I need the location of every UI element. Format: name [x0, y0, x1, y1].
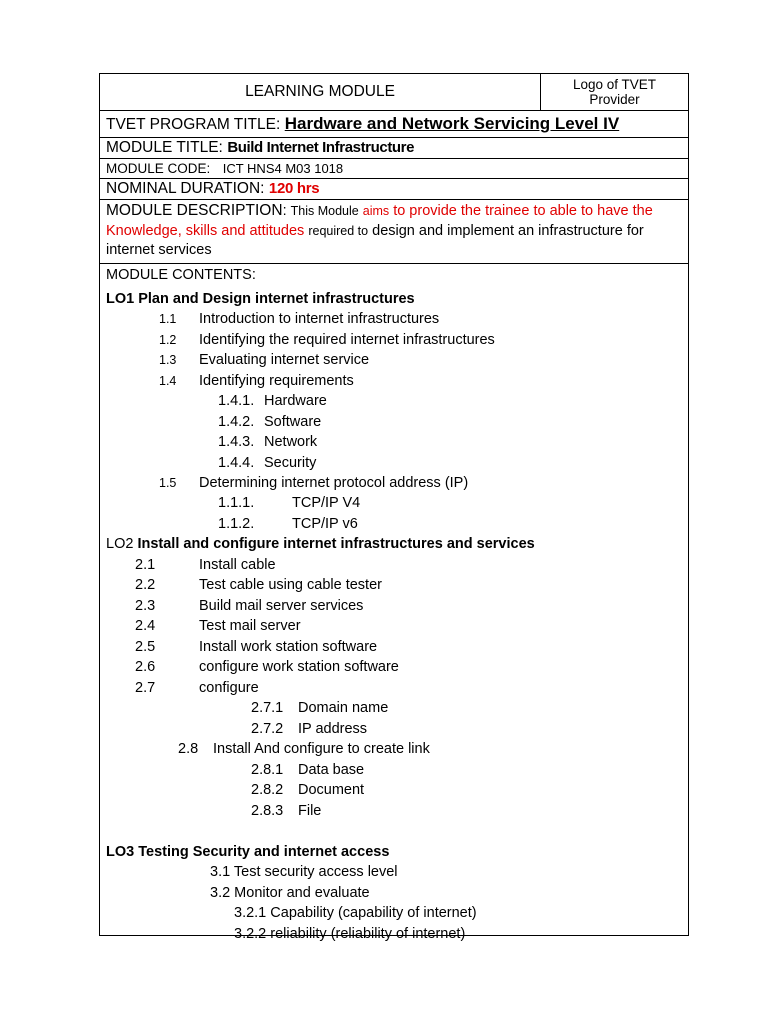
description-label: MODULE DESCRIPTION — [106, 202, 283, 219]
contents-label: MODULE CONTENTS: — [106, 266, 256, 283]
program-title-row — [100, 111, 689, 138]
module-title-label: MODULE TITLE: — [106, 139, 223, 156]
duration-value: 120 hrs — [268, 180, 320, 197]
description-part-3: to provide the trainee to able to have the Knowledge, skills and attitudes — [106, 203, 653, 239]
duration-row — [100, 179, 689, 200]
description-part-4: required to — [308, 223, 369, 238]
program-title-value: Hardware and Network Servicing Level IV — [284, 114, 620, 133]
module-code-value: ICT HNS4 M03 1018 — [222, 160, 344, 176]
description-part-2: aims — [362, 204, 390, 218]
lo2-title — [106, 535, 535, 553]
lo3-item-3-2: 3.2 Monitor and evaluate — [210, 884, 370, 901]
lo2-prefix: LO2 — [106, 535, 134, 552]
lo1-title: LO1 Plan and Design internet infrastructures — [106, 290, 415, 307]
duration-label: NOMINAL DURATION: — [106, 180, 265, 197]
module-code-row — [100, 159, 689, 179]
lo3-item-3-2-1: 3.2.1 Capability (capability of internet) — [234, 904, 477, 921]
module-description — [100, 200, 689, 264]
lo2-title-text: Install and configure internet infrastructures and services — [137, 535, 535, 552]
logo-placeholder: Logo of TVET Provider — [541, 74, 689, 111]
module-table — [99, 73, 689, 942]
lo3-item-3-1: 3.1 Test security access level — [210, 863, 398, 880]
module-title-row — [100, 138, 689, 159]
module-title-value: Build Internet Infrastructure — [227, 139, 415, 156]
header-title: LEARNING MODULE — [100, 74, 541, 111]
lo3-item-3-2-2: 3.2.2 reliability (reliability of internet) — [234, 925, 466, 942]
module-code-label: MODULE CODE: — [106, 160, 211, 176]
lo3-title: LO3 Testing Security and internet access — [106, 843, 390, 860]
program-title-label: TVET PROGRAM TITLE: — [106, 116, 281, 133]
description-part-5: design and implement an infrastructure for internet services — [106, 222, 644, 258]
description-part-1: This Module — [290, 204, 359, 218]
description-colon: : — [282, 203, 287, 219]
module-contents: MODULE CONTENTS: LO1 Plan and Design internet infrastructures 1.1 Introduction to internet infrastructures 1.2 Identifying the required internet infrastructures 1.3 Evaluating internet service 1.4 Identifying requirements 1.4.1. Hardware 1.4.2. Software 1.4.3. Network 1.4.4. Security 1.5 Determining internet protocol address (IP) 1.1.1. TCP/IP V4 1.1.2. TCP/IP v6 LO2 Install and configure internet infrastructures and services 2.1 Install cable 2.2 Test cable using cable tester 2.3 Build mail server services 2.4 Test mail server 2.5 Install work station software 2.6 configure work station software 2.7 configure 2.7.1 Domain name 2.7.2 IP address 2.8 Install And configure to create link 2.8.1 Data base 2.8.2 Document 2.8.3 File LO3 Testing Security and internet access 3.1 Test security access level 3.2 Monitor and evaluate 3.2.1 Capability (capability of internet) 3.2.2 reliability (reliability of internet) — [100, 263, 689, 936]
